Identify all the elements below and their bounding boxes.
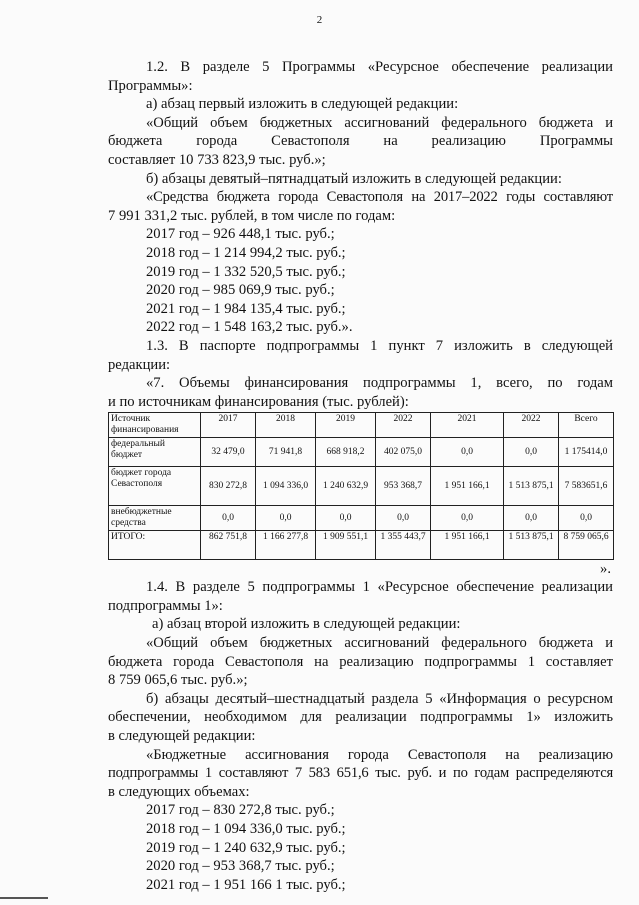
table-cell: 1 951 166,1	[431, 531, 504, 560]
table-cell: 1 175414,0	[559, 438, 614, 467]
year-line: 2018 год – 1 214 994,2 тыс. руб.;	[146, 244, 346, 261]
table-cell: 830 272,8	[201, 467, 256, 506]
table-row	[109, 531, 614, 560]
section-1-4-a-line: «Общий объем бюджетных ассигнований федерального бюджета и	[146, 635, 613, 652]
section-1-4-b-line: в следующей редакции:	[108, 728, 256, 745]
table-cell: 8 759 065,6	[559, 531, 614, 560]
table-cell: 0,0	[316, 506, 376, 531]
year-line: 2020 год – 985 069,9 тыс. руб.;	[146, 282, 335, 299]
table-header-cell: Источник финансирования	[109, 413, 201, 438]
table-cell: бюджет города Севастополя	[109, 467, 201, 506]
table-cell: 1 909 551,1	[316, 531, 376, 560]
table-cell: 1 166 277,8	[256, 531, 316, 560]
table-cell: 1 094 336,0	[256, 467, 316, 506]
year-line: 2022 год – 1 548 163,2 тыс. руб.».	[146, 319, 353, 336]
year-line: 2019 год – 1 332 520,5 тыс. руб.;	[146, 263, 346, 280]
table-cell: 0,0	[376, 506, 431, 531]
section-1-4-c-line: подпрограммы 1 составляют 7 583 651,6 тыс. руб. и по годам распределяются	[108, 765, 613, 782]
year-line: 2017 год – 830 272,8 тыс. руб.;	[146, 802, 335, 819]
table-cell: 0,0	[201, 506, 256, 531]
table-header-row	[109, 413, 614, 438]
section-1-4-c-line: «Бюджетные ассигнования города Севастополя на реализацию	[146, 746, 613, 763]
table-row	[109, 467, 614, 506]
section-1-2-a-intro: а) абзац первый изложить в следующей редакции:	[146, 96, 459, 113]
table-cell: федеральный бюджет	[109, 438, 201, 467]
table-cell: 862 751,8	[201, 531, 256, 560]
section-1-2-a-line: бюджета города Севастополя на реализацию Программы	[108, 133, 613, 150]
year-line: 2020 год – 953 368,7 тыс. руб.;	[146, 858, 335, 875]
table-cell: 402 075,0	[376, 438, 431, 467]
table-cell: 0,0	[559, 506, 614, 531]
table-row	[109, 438, 614, 467]
year-line: 2017 год – 926 448,1 тыс. руб.;	[146, 226, 335, 243]
table-cell: 1 513 875,1	[504, 467, 559, 506]
table-closing-quote: ».	[600, 561, 611, 578]
table-header-cell: 2019	[316, 413, 376, 438]
section-1-3-line: «7. Объемы финансирования подпрограммы 1, всего, по годам	[146, 375, 613, 392]
table-header-cell: Всего	[559, 413, 614, 438]
financing-table	[108, 412, 614, 560]
year-line: 2021 год – 1 984 135,4 тыс. руб.;	[146, 300, 346, 317]
section-1-4-b-line: обеспечении, необходимом для реализации подпрограммы 1» изложить	[108, 709, 613, 726]
section-1-4-a-line: 8 759 065,6 тыс. руб.»;	[108, 672, 248, 689]
table-header-cell: 2022	[376, 413, 431, 438]
table-cell: ИТОГО:	[109, 531, 201, 560]
section-1-2-a-line: «Общий объем бюджетных ассигнований федерального бюджета и	[146, 114, 613, 131]
table-cell: 0,0	[504, 506, 559, 531]
table-cell: 1 355 443,7	[376, 531, 431, 560]
scan-edge-mark	[0, 897, 48, 899]
section-1-4-a-line: бюджета города Севастополя на реализацию подпрограммы 1 составляет	[108, 653, 613, 670]
table-cell: внебюджетные средства	[109, 506, 201, 531]
year-line: 2018 год – 1 094 336,0 тыс. руб.;	[146, 821, 346, 837]
section-1-2-a-line: составляет 10 733 823,9 тыс. руб.»;	[108, 151, 326, 168]
section-1-2-b-intro: б) абзацы девятый–пятнадцатый изложить в следующей редакции:	[146, 170, 562, 187]
section-1-2-b-line: «Средства бюджета города Севастополя на 2017–2022 годы составляют	[146, 189, 613, 206]
section-1-4-c-line: в следующих объемах:	[108, 783, 250, 800]
table-cell: 0,0	[431, 506, 504, 531]
table-cell: 1 951 166,1	[431, 467, 504, 506]
year-line: 2021 год – 1 951 166 1 тыс. руб.;	[146, 876, 346, 893]
table-cell: 0,0	[504, 438, 559, 467]
section-1-4-heading-cont: подпрограммы 1»:	[108, 597, 223, 614]
section-1-4-b-line: б) абзацы десятый–шестнадцатый раздела 5 «Информация о ресурсном	[146, 690, 613, 707]
section-1-2-b-line: 7 991 331,2 тыс. рублей, в том числе по годам:	[108, 207, 396, 224]
section-1-3-line: редакции:	[108, 356, 171, 373]
table-cell: 0,0	[431, 438, 504, 467]
table-cell: 1 240 632,9	[316, 467, 376, 506]
table-cell: 32 479,0	[201, 438, 256, 467]
table-header-cell: 2021	[431, 413, 504, 438]
section-1-4-a-intro: а) абзац второй изложить в следующей редакции:	[152, 616, 461, 633]
table-cell: 668 918,2	[316, 438, 376, 467]
section-1-2-heading-cont: Программы»:	[108, 77, 193, 94]
table-row	[109, 506, 614, 531]
document-body	[108, 58, 613, 894]
section-1-3-line: 1.3. В паспорте подпрограммы 1 пункт 7 изложить в следующей	[146, 337, 613, 354]
table-header-cell: 2018	[256, 413, 316, 438]
table-header-cell: 2022	[504, 413, 559, 438]
table-header-cell: 2017	[201, 413, 256, 438]
table-cell: 953 368,7	[376, 467, 431, 506]
page-number: 2	[316, 14, 323, 26]
section-1-2-heading: 1.2. В разделе 5 Программы «Ресурсное обеспечение реализации	[146, 59, 613, 75]
table-cell: 1 513 875,1	[504, 531, 559, 560]
table-cell: 7 583651,6	[559, 467, 614, 506]
table-cell: 71 941,8	[256, 438, 316, 467]
table-cell: 0,0	[256, 506, 316, 531]
section-1-3-line: и по источникам финансирования (тыс. рублей):	[108, 393, 409, 410]
section-1-4-heading: 1.4. В разделе 5 подпрограммы 1 «Ресурсное обеспечение реализации	[146, 579, 613, 596]
year-line: 2019 год – 1 240 632,9 тыс. руб.;	[146, 839, 346, 856]
